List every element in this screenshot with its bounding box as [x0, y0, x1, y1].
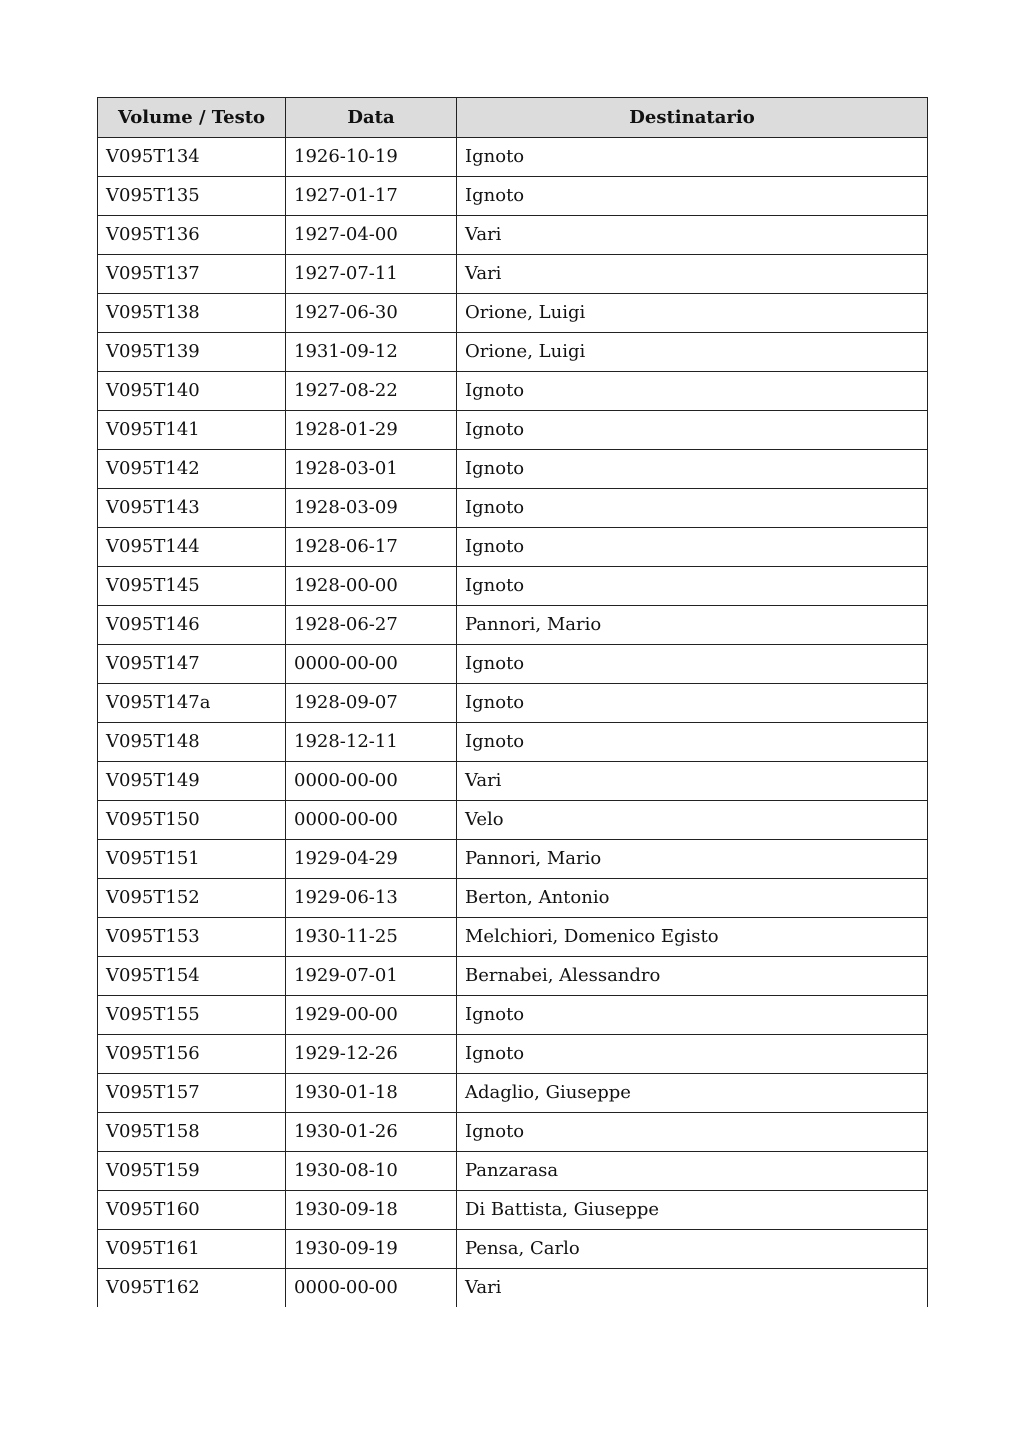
cell-volume-testo: V095T147a: [98, 684, 286, 723]
table-row: [98, 840, 928, 879]
cell-volume-testo: V095T156: [98, 1035, 286, 1074]
cell-data: 1928-09-07: [286, 684, 457, 723]
table-row: [98, 1074, 928, 1113]
cell-data: 1927-06-30: [286, 294, 457, 333]
table-row: [98, 255, 928, 294]
cell-data: 1928-00-00: [286, 567, 457, 606]
cell-volume-testo: V095T134: [98, 138, 286, 177]
cell-destinatario: Vari: [457, 1269, 928, 1308]
table-row: [98, 528, 928, 567]
cell-volume-testo: V095T142: [98, 450, 286, 489]
cell-destinatario: Ignoto: [457, 177, 928, 216]
cell-destinatario: Di Battista, Giuseppe: [457, 1191, 928, 1230]
cell-data: 1928-03-01: [286, 450, 457, 489]
table-row: [98, 1269, 928, 1308]
table-row: [98, 723, 928, 762]
table-row: [98, 957, 928, 996]
cell-volume-testo: V095T139: [98, 333, 286, 372]
cell-destinatario: Berton, Antonio: [457, 879, 928, 918]
cell-volume-testo: V095T137: [98, 255, 286, 294]
cell-destinatario: Ignoto: [457, 996, 928, 1035]
cell-volume-testo: V095T154: [98, 957, 286, 996]
cell-volume-testo: V095T140: [98, 372, 286, 411]
cell-data: 0000-00-00: [286, 801, 457, 840]
cell-destinatario: Vari: [457, 255, 928, 294]
cell-volume-testo: V095T151: [98, 840, 286, 879]
cell-data: 1926-10-19: [286, 138, 457, 177]
cell-destinatario: Ignoto: [457, 1113, 928, 1152]
table-row: [98, 411, 928, 450]
table-row: [98, 762, 928, 801]
cell-volume-testo: V095T158: [98, 1113, 286, 1152]
cell-volume-testo: V095T144: [98, 528, 286, 567]
table-row: [98, 138, 928, 177]
cell-volume-testo: V095T159: [98, 1152, 286, 1191]
cell-volume-testo: V095T135: [98, 177, 286, 216]
cell-destinatario: Ignoto: [457, 684, 928, 723]
cell-data: 1928-06-27: [286, 606, 457, 645]
table-row: [98, 372, 928, 411]
cell-data: 1927-07-11: [286, 255, 457, 294]
table-row: [98, 606, 928, 645]
cell-volume-testo: V095T143: [98, 489, 286, 528]
cell-volume-testo: V095T150: [98, 801, 286, 840]
cell-volume-testo: V095T145: [98, 567, 286, 606]
cell-volume-testo: V095T136: [98, 216, 286, 255]
cell-destinatario: Ignoto: [457, 411, 928, 450]
cell-data: 1927-04-00: [286, 216, 457, 255]
table-body: [98, 138, 928, 1308]
cell-destinatario: Ignoto: [457, 1035, 928, 1074]
cell-destinatario: Vari: [457, 762, 928, 801]
cell-data: 1929-06-13: [286, 879, 457, 918]
cell-data: 1930-08-10: [286, 1152, 457, 1191]
cell-volume-testo: V095T153: [98, 918, 286, 957]
cell-data: 1928-01-29: [286, 411, 457, 450]
cell-destinatario: Adaglio, Giuseppe: [457, 1074, 928, 1113]
table-row: [98, 801, 928, 840]
cell-data: 1930-01-26: [286, 1113, 457, 1152]
table-row: [98, 1113, 928, 1152]
cell-data: 1930-09-18: [286, 1191, 457, 1230]
cell-volume-testo: V095T146: [98, 606, 286, 645]
cell-data: 1929-12-26: [286, 1035, 457, 1074]
cell-data: 1928-06-17: [286, 528, 457, 567]
cell-data: 1929-00-00: [286, 996, 457, 1035]
cell-destinatario: Pannori, Mario: [457, 840, 928, 879]
table-row: [98, 1191, 928, 1230]
cell-data: 0000-00-00: [286, 762, 457, 801]
cell-volume-testo: V095T149: [98, 762, 286, 801]
cell-destinatario: Ignoto: [457, 450, 928, 489]
table-row: [98, 333, 928, 372]
cell-data: 1929-04-29: [286, 840, 457, 879]
cell-destinatario: Ignoto: [457, 489, 928, 528]
cell-volume-testo: V095T157: [98, 1074, 286, 1113]
cell-data: 1930-01-18: [286, 1074, 457, 1113]
table-row: [98, 216, 928, 255]
cell-destinatario: Orione, Luigi: [457, 333, 928, 372]
table-row: [98, 489, 928, 528]
cell-volume-testo: V095T160: [98, 1191, 286, 1230]
cell-destinatario: Ignoto: [457, 138, 928, 177]
cell-volume-testo: V095T161: [98, 1230, 286, 1269]
column-header-destinatario: Destinatario: [457, 98, 928, 138]
cell-destinatario: Ignoto: [457, 372, 928, 411]
cell-data: 0000-00-00: [286, 645, 457, 684]
table-row: [98, 1035, 928, 1074]
cell-destinatario: Pensa, Carlo: [457, 1230, 928, 1269]
table-row: [98, 450, 928, 489]
cell-volume-testo: V095T141: [98, 411, 286, 450]
cell-destinatario: Velo: [457, 801, 928, 840]
cell-destinatario: Ignoto: [457, 567, 928, 606]
cell-data: 1928-12-11: [286, 723, 457, 762]
cell-volume-testo: V095T152: [98, 879, 286, 918]
cell-data: 1930-09-19: [286, 1230, 457, 1269]
table-row: [98, 177, 928, 216]
cell-data: 1927-08-22: [286, 372, 457, 411]
table-row: [98, 996, 928, 1035]
table-row: [98, 567, 928, 606]
table-header: [98, 98, 928, 138]
cell-data: 1927-01-17: [286, 177, 457, 216]
table-row: [98, 1230, 928, 1269]
cell-data: 1929-07-01: [286, 957, 457, 996]
cell-destinatario: Vari: [457, 216, 928, 255]
table-row: [98, 918, 928, 957]
cell-data: 1930-11-25: [286, 918, 457, 957]
table-row: [98, 645, 928, 684]
cell-destinatario: Bernabei, Alessandro: [457, 957, 928, 996]
cell-destinatario: Pannori, Mario: [457, 606, 928, 645]
table-row: [98, 879, 928, 918]
cell-destinatario: Ignoto: [457, 645, 928, 684]
column-header-data: Data: [286, 98, 457, 138]
cell-destinatario: Orione, Luigi: [457, 294, 928, 333]
cell-volume-testo: V095T162: [98, 1269, 286, 1308]
cell-volume-testo: V095T155: [98, 996, 286, 1035]
cell-volume-testo: V095T148: [98, 723, 286, 762]
cell-destinatario: Melchiori, Domenico Egisto: [457, 918, 928, 957]
cell-destinatario: Ignoto: [457, 723, 928, 762]
cell-data: 1931-09-12: [286, 333, 457, 372]
cell-data: 0000-00-00: [286, 1269, 457, 1308]
cell-data: 1928-03-09: [286, 489, 457, 528]
column-header-volume-testo: Volume / Testo: [98, 98, 286, 138]
table-row: [98, 684, 928, 723]
cell-volume-testo: V095T138: [98, 294, 286, 333]
cell-volume-testo: V095T147: [98, 645, 286, 684]
letters-table: [97, 97, 928, 1307]
cell-destinatario: Ignoto: [457, 528, 928, 567]
table-row: [98, 1152, 928, 1191]
header-row: [98, 98, 928, 138]
cell-destinatario: Panzarasa: [457, 1152, 928, 1191]
table-row: [98, 294, 928, 333]
